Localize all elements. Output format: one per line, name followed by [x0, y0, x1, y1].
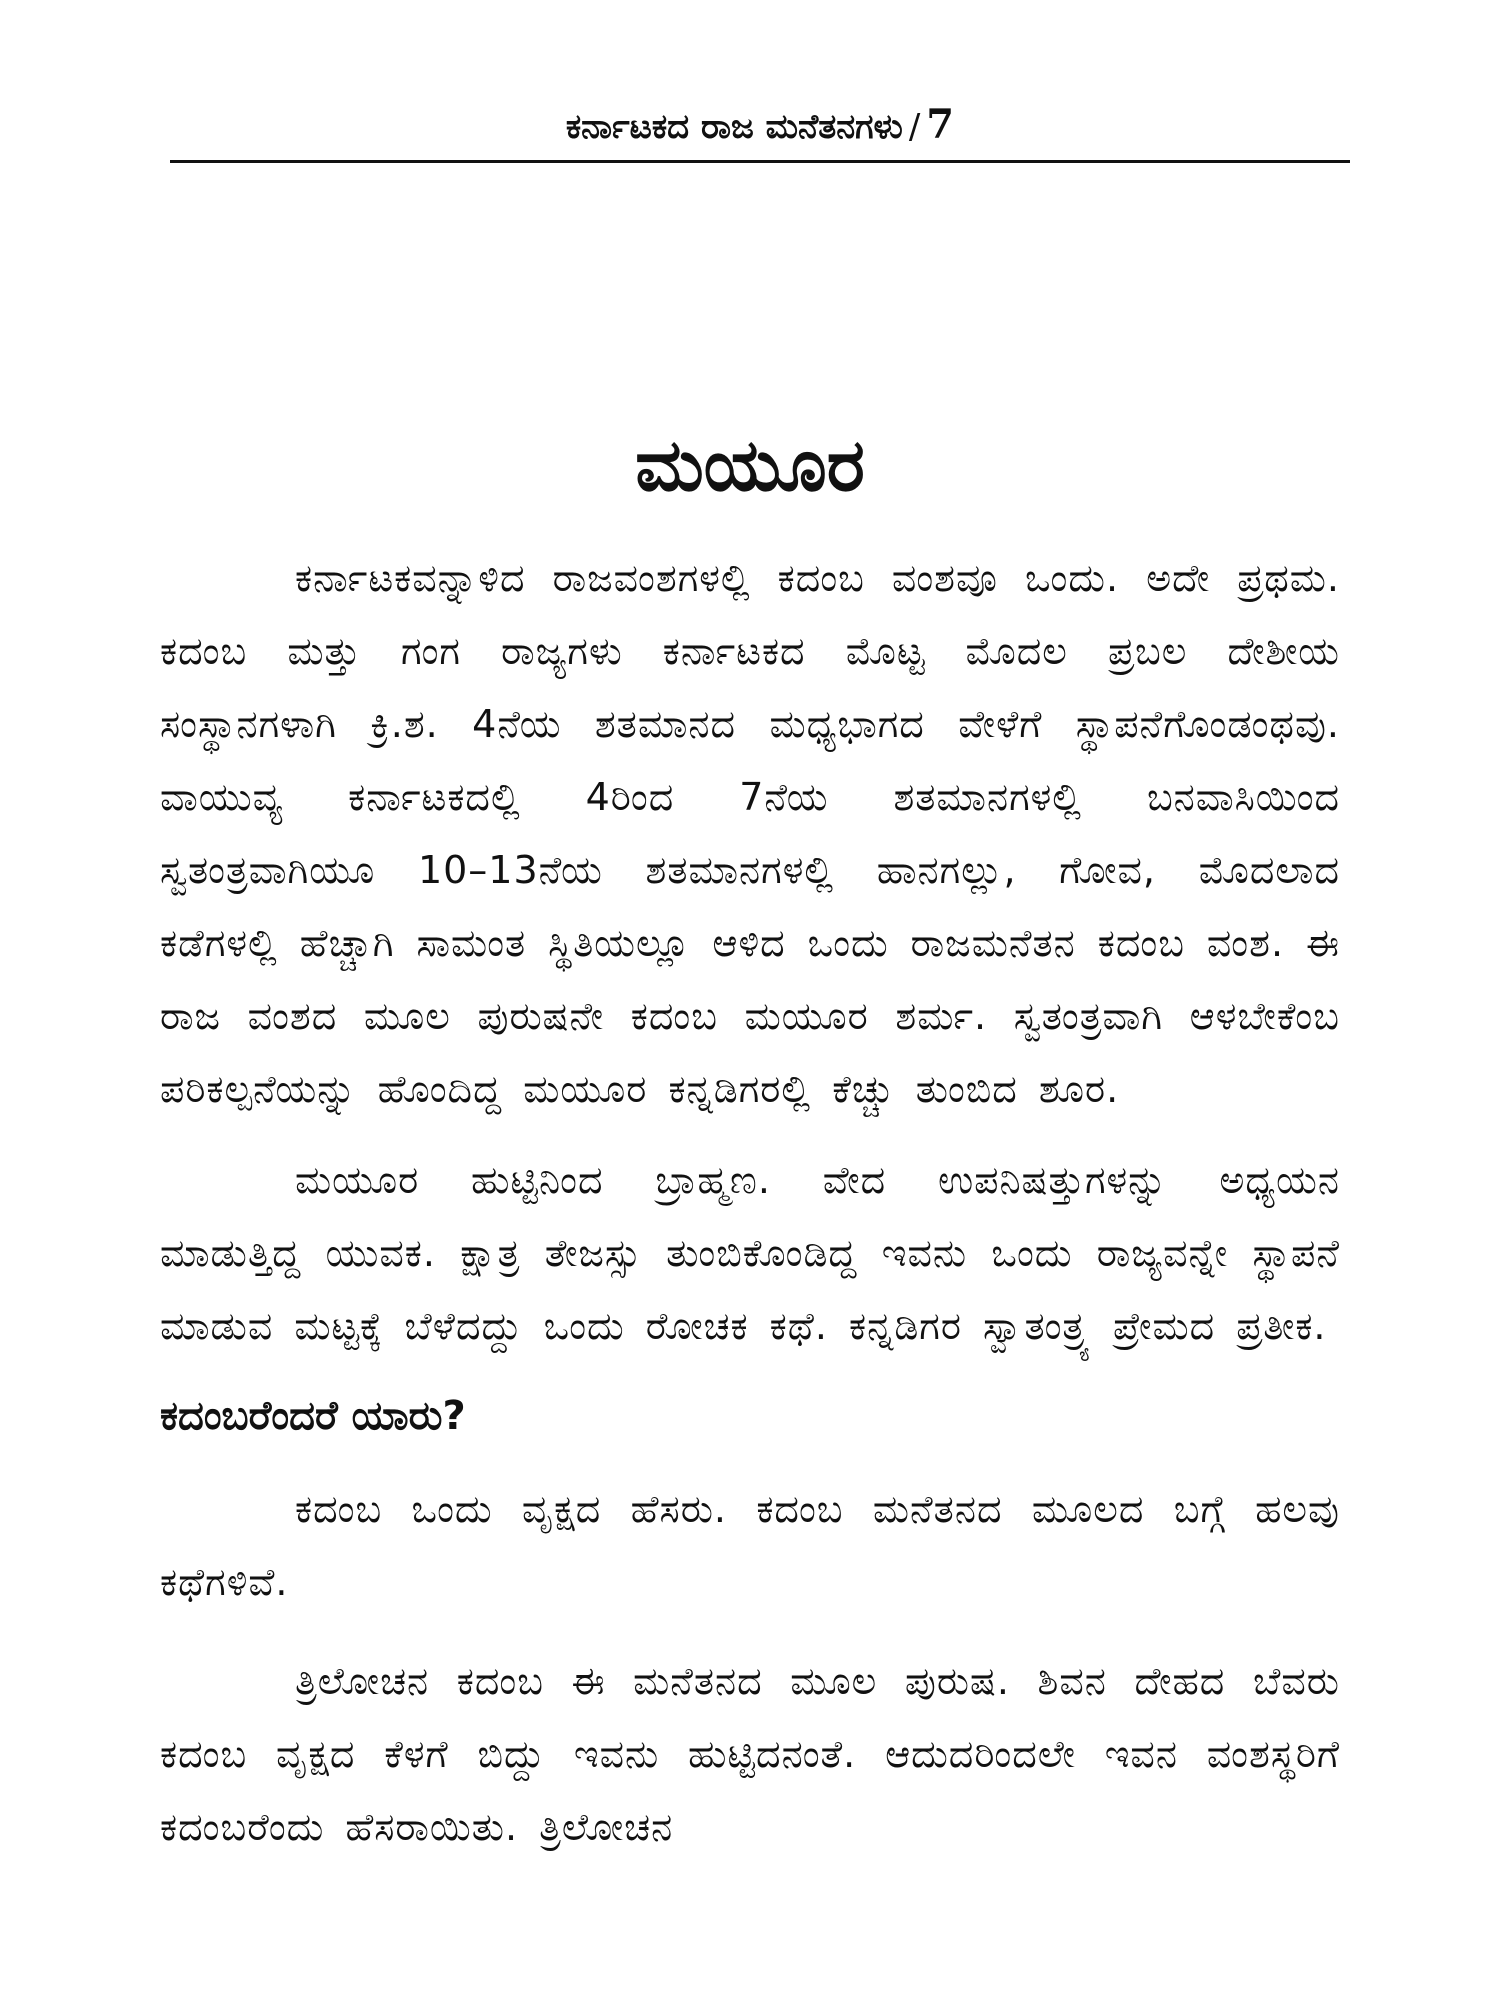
paragraph-intro: ಕರ್ನಾಟಕವನ್ನಾಳಿದ ರಾಜವಂಶಗಳಲ್ಲಿ ಕದಂಬ ವಂಶವೂ ಒಂದು. ಅದೇ ಪ್ರಥಮ. ಕದಂಬ ಮತ್ತು ಗಂಗ ರಾಜ್ಯಗಳು ಕರ್ನಾಟಕದ ಮೊಟ್ಟ ಮೊದಲ ಪ್ರಬಲ ದೇಶೀಯ ಸಂಸ್ಥಾನಗಳಾಗಿ ಕ್ರಿ.ಶ. 4ನೆಯ ಶತಮಾನದ ಮಧ್ಯಭಾಗದ ವೇಳೆಗೆ ಸ್ಥಾಪನೆಗೊಂಡಂಥವು. ವಾಯುವ್ಯ ಕರ್ನಾಟಕದಲ್ಲಿ 4ರಿಂದ 7ನೆಯ ಶತಮಾನಗಳಲ್ಲಿ ಬನವಾಸಿಯಿಂದ ಸ್ವತಂತ್ರವಾಗಿಯೂ 10–13ನೆಯ ಶತಮಾನಗಳಲ್ಲಿ ಹಾನಗಲ್ಲು, ಗೋವ, ಮೊದಲಾದ ಕಡೆಗಳಲ್ಲಿ ಹೆಚ್ಚಾಗಿ ಸಾಮಂತ ಸ್ಥಿತಿಯಲ್ಲೂ ಆಳಿದ ಒಂದು ರಾಜಮನೆತನ ಕದಂಬ ವಂಶ. ಈ ರಾಜ ವಂಶದ ಮೂಲ ಪುರುಷನೇ ಕದಂಬ ಮಯೂರ ಶರ್ಮ. ಸ್ವತಂತ್ರವಾಗಿ ಆಳಬೇಕೆಂಬ ಪರಿಕಲ್ಪನೆಯನ್ನು ಹೊಂದಿದ್ದ ಮಯೂರ ಕನ್ನಡಿಗರಲ್ಲಿ ಕೆಚ್ಚು ತುಂಬಿದ ಶೂರ. [160, 556, 1340, 1111]
running-title: ಕರ್ನಾಟಕದ ರಾಜ ಮನೆತನಗಳು [565, 107, 903, 147]
body-text [160, 542, 1340, 1864]
paragraph-mayura-birth: ಮಯೂರ ಹುಟ್ಟಿನಿಂದ ಬ್ರಾಹ್ಮಣ. ವೇದ ಉಪನಿಷತ್ತುಗಳನ್ನು ಅಧ್ಯಯನ ಮಾಡುತ್ತಿದ್ದ ಯುವಕ. ಕ್ಷಾತ್ರ ತೇಜಸ್ಸು ತುಂಬಿಕೊಂಡಿದ್ದ ಇವನು ಒಂದು ರಾಜ್ಯವನ್ನೇ ಸ್ಥಾಪನೆ ಮಾಡುವ ಮಟ್ಟಕ್ಕೆ ಬೆಳೆದದ್ದು ಒಂದು ರೋಚಕ ಕಥೆ. ಕನ್ನಡಿಗರ ಸ್ವಾತಂತ್ರ್ಯ ಪ್ರೇಮದ ಪ್ರತೀಕ. [160, 1158, 1340, 1348]
header-separator: / [908, 107, 921, 147]
page-number: 7 [926, 101, 955, 148]
section-heading: ಕದಂಬರೆಂದರೆ ಯಾರು? [160, 1393, 466, 1439]
paragraph-kadamba-tree: ಕದಂಬ ಒಂದು ವೃಕ್ಷದ ಹೆಸರು. ಕದಂಬ ಮನೆತನದ ಮೂಲದ ಬಗ್ಗೆ ಹಲವು ಕಥೆಗಳಿವೆ. [160, 1487, 1340, 1604]
running-header [170, 90, 1350, 163]
paragraph-trilochana: ತ್ರಿಲೋಚನ ಕದಂಬ ಈ ಮನೆತನದ ಮೂಲ ಪುರುಷ. ಶಿವನ ದೇಹದ ಬೆವರು ಕದಂಬ ವೃಕ್ಷದ ಕೆಳಗೆ ಬಿದ್ದು ಇವನು ಹುಟ್ಟಿದನಂತೆ. ಆದುದರಿಂದಲೇ ಇವನ ವಂಶಸ್ಥರಿಗೆ ಕದಂಬರೆಂದು ಹೆಸರಾಯಿತು. ತ್ರಿಲೋಚನ [160, 1659, 1340, 1849]
chapter-title: ಮಯೂರ [635, 423, 865, 507]
